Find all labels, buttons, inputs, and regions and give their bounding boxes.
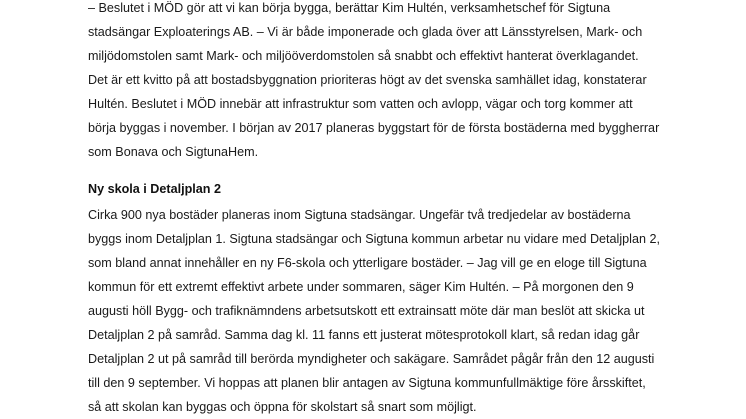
text-line: till den 9 september. Vi hoppas att planen blir antagen av Sigtuna kommunfullmäktige före årsskiftet, bbox=[88, 376, 646, 390]
text-line: augusti höll Bygg- och trafiknämndens arbetsutskott ett extrainsatt möte där man beslöt att skicka ut bbox=[88, 304, 645, 318]
text-line: kommun för ett extremt effektivt arbete under sommaren, säger Kim Hultén. – På morgonen den 9 bbox=[88, 280, 634, 294]
text-line: börja byggas i november. I början av 2017 planeras byggstart för de första bostäderna med byggherrar bbox=[88, 121, 660, 135]
text-line: Hultén. Beslutet i MÖD innebär att infrastruktur som vatten och avlopp, vägar och torg kommer att bbox=[88, 97, 633, 111]
text-line: – Beslutet i MÖD gör att vi kan börja bygga, berättar Kim Hultén, verksamhetschef för Sigtuna bbox=[88, 1, 611, 15]
section-heading: Ny skola i Detaljplan 2 bbox=[88, 182, 221, 196]
text-line: miljödomstolen samt Mark- och miljööverdomstolen så snabbt och effektivt hanterat överklagandet. bbox=[88, 49, 639, 63]
text-line: Cirka 900 nya bostäder planeras inom Sigtuna stadsängar. Ungefär två tredjedelar av bostäderna bbox=[88, 208, 631, 222]
text-line: som Bonava och SigtunaHem. bbox=[88, 145, 259, 159]
text-line: som bland annat innehåller en ny F6-skola och ytterligare bostäder. – Jag vill ge en eloge till Sigtuna bbox=[88, 256, 647, 270]
text-line: Detaljplan 2 ut på samråd till berörda myndigheter och sakägare. Samrådet pågår från den 12 augusti bbox=[88, 352, 655, 366]
text-line: stadsängar Exploaterings AB. – Vi är både imponerade och glada över att Länsstyrelsen, Mark- och bbox=[88, 25, 643, 39]
text-line: så att skolan kan byggas och öppna för skolstart så snart som möjligt. bbox=[88, 400, 477, 414]
text-line: Detaljplan 2 på samråd. Samma dag kl. 11 fanns ett justerat mötesprotokoll klart, så redan idag går bbox=[88, 328, 640, 342]
text-line: Det är ett kvitto på att bostadsbyggnation prioriteras högt av det svenska samhället idag, konstaterar bbox=[88, 73, 647, 87]
text-line: byggs inom Detaljplan 1. Sigtuna stadsängar och Sigtuna kommun arbetar nu vidare med Detaljplan 2, bbox=[88, 232, 660, 246]
